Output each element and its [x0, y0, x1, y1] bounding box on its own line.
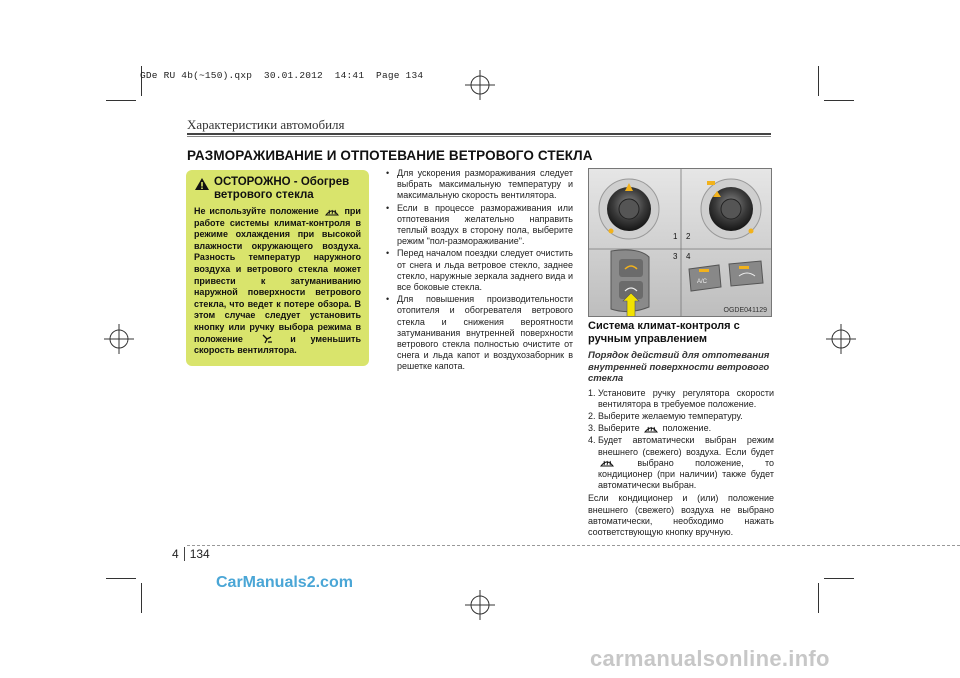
crop-mark-bottom-right-h: [824, 578, 854, 579]
page-number-separator: [184, 547, 185, 561]
crop-mark-top-right-h: [824, 100, 854, 101]
step-item: [588, 388, 774, 410]
chapter-number: 4: [172, 547, 179, 561]
crop-mark-bottom-left-v: [141, 583, 142, 613]
bullet-item: • Для повышения производительности отопителя и обогревателя ветрового стекла и снижения вероятности затуманивания внутренней поверхности ветрового стекла полностью очистите от снега и льда капот и воздухозаборник в решетке капота.: [383, 294, 573, 372]
windshield-defrost-icon: [644, 424, 658, 434]
section-title: РАЗМОРАЖИВАНИЕ И ОТПОТЕВАНИЕ ВЕТРОВОГО СТЕКЛА: [187, 148, 593, 163]
closing-paragraph: Если кондиционер и (или) положение внешнего (свежего) воздуха не выбрано автоматически, необходимо нажать соответствующую кнопку вручную.: [588, 493, 774, 537]
crop-mark-top-left-h: [106, 100, 136, 101]
step-text-after: положение.: [662, 423, 712, 434]
defog-procedure-subtitle: Порядок действий для отпотевания внутренней поверхности ветрового стекла: [588, 350, 770, 384]
print-slug: GDe RU 4b(~150).qxp 30.01.2012 14:41 Page 134: [140, 70, 424, 81]
bullet-item: • Если в процессе размораживания или отпотевания желательно направить теплый воздух в сторону пола, выберите режим "пол-размораживание".: [383, 203, 573, 248]
figure-label-4: 4: [686, 252, 691, 261]
figure-caption: OGDE041129: [723, 307, 767, 314]
step-number: 4.: [588, 435, 596, 446]
figure-label-1: 1: [673, 232, 678, 241]
bullet-item: • Для ускорения размораживания следует выбрать максимальную температуру и максимальную скорость вентилятора.: [383, 168, 573, 202]
step-text-a: Будет автоматически выбран режим внешнего (свежего) воздуха. Если будет: [598, 435, 774, 457]
step-text: Выберите желаемую температуру.: [598, 410, 743, 421]
mode-knob: [701, 179, 761, 239]
warning-text-part1: Не используйте положение: [194, 206, 319, 216]
manual-climate-section: [588, 320, 774, 538]
step-text-b: выбрано положение, то кондиционер (при наличии) также будет автоматически выбран.: [598, 457, 774, 491]
step-number: 3.: [588, 423, 596, 434]
step-number: 1.: [588, 387, 596, 398]
step-text-before: Выберите: [598, 423, 640, 434]
floor-mode-icon: [260, 334, 274, 344]
registration-mark-right: [826, 324, 856, 354]
running-head: Характеристики автомобиля: [187, 117, 345, 132]
defrost-rocker-switch: [611, 250, 649, 317]
registration-mark-top: [465, 70, 495, 100]
registration-mark-left: [104, 324, 134, 354]
step-item: [588, 423, 774, 434]
header-rule-thin: [187, 136, 771, 137]
warning-box: [186, 170, 369, 366]
fan-speed-knob: [599, 179, 659, 239]
footer-rule: [187, 545, 960, 546]
watermark-carmanuals2[interactable]: CarManuals2.com: [216, 574, 353, 591]
header-rule: [187, 133, 771, 135]
figure-label-3: 3: [673, 252, 678, 261]
crop-mark-bottom-left-h: [106, 578, 136, 579]
windshield-defrost-icon: [325, 207, 339, 217]
warning-triangle-icon: [194, 177, 210, 191]
step-item: [588, 435, 774, 491]
crop-mark-top-right-v: [818, 66, 819, 96]
figure-label-2: 2: [686, 232, 691, 241]
registration-mark-bottom: [465, 590, 495, 620]
warning-text-part2: при работе системы климат-контроля в режиме охлаждения при высокой влажности окружающего воздуха. Разность температур наружного воздуха и ветрового стекла может привести к затуманиванию наружной поверхности ветрового стекла, что ведет к потере обзора. В этом случае следует установить кнопку или ручку выбора режима в положение: [194, 206, 361, 344]
warning-title: ОСТОРОЖНО - Обогрев ветрового стекла: [214, 176, 350, 201]
warning-text-part3: и уменьшить скорость вентилятора.: [194, 333, 361, 356]
manual-climate-title: Система климат-контроля с ручным управлением: [588, 320, 740, 345]
bullet-item: • Перед началом поездки следует очистить от снега и льда ветровое стекло, заднее стекло, наружные зеркала заднего вида и все боковые стекла.: [383, 248, 573, 293]
climate-control-illustration: [589, 169, 772, 317]
step-item: [588, 411, 774, 422]
watermark-carmanualsonline[interactable]: carmanualsonline.info: [590, 646, 830, 671]
page-number-value: 134: [189, 547, 210, 561]
warning-text: [194, 206, 361, 357]
climate-control-figure: [588, 168, 772, 317]
step-text: Установите ручку регулятора скорости вентилятора в требуемое положение.: [598, 387, 774, 409]
step-number: 2.: [588, 410, 596, 421]
crop-mark-bottom-right-v: [818, 583, 819, 613]
middle-column: [383, 168, 573, 374]
ac-button-label: A/C: [697, 279, 708, 285]
page-number: [172, 547, 210, 561]
windshield-defrost-icon: [600, 458, 614, 468]
